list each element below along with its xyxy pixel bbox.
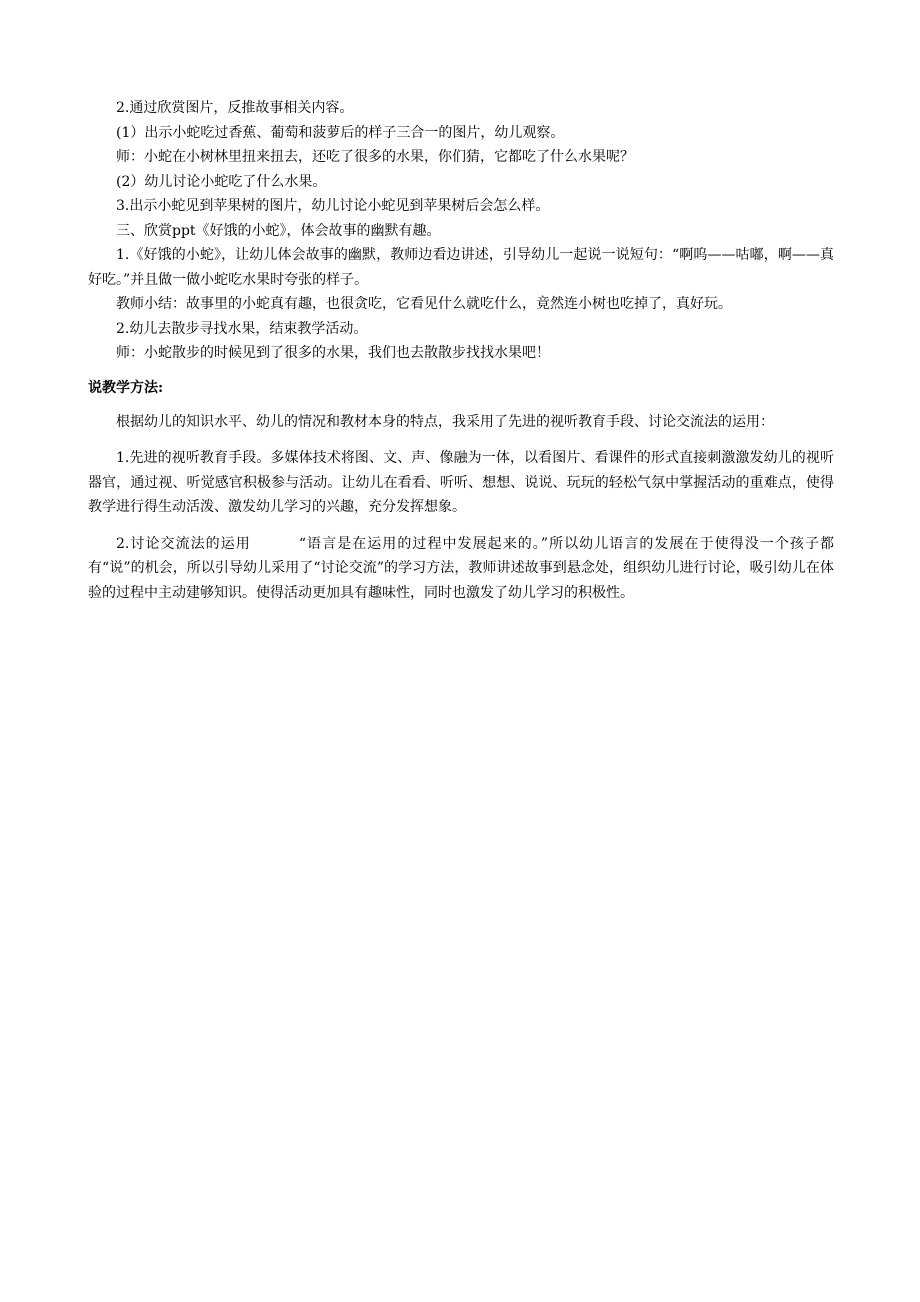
method-point-1: 1.先进的视听教育手段。多媒体技术将图、文、声、像融为一体，以看图片、看课件的形式直接刺激激发幼儿的视听器官，通过视、听觉感官积极参与活动。让幼儿在看看、听听、想想、说说、玩玩的轻松气氛中掌握活动的重难点，使得教学进行得生动活泼、激发幼儿学习的兴趣，充分发挥想象。 <box>88 450 834 515</box>
lesson-line: 2.通过欣赏图片，反推故事相关内容。 <box>116 100 354 116</box>
lesson-line: 教师小结：故事里的小蛇真有趣，也很贪吃，它看见什么就吃什么，竟然连小树也吃掉了，真好玩。 <box>116 296 732 312</box>
method-point-2-body: “语言是在运用的过程中发展起来的。”所以幼儿语言的发展在于使得没一个孩子都有“说”的机会，所以引导幼儿采用了“讨论交流”的学习方法，教师讲述故事到悬念处，组织幼儿进行讨论，吸引幼儿在体验的过程中主动建够知识。使得活动更加具有趣味性，同时也激发了幼儿学习的积极性。 <box>88 535 835 601</box>
lesson-line: 三、欣赏ppt《好饿的小蛇》，体会故事的幽默有趣。 <box>116 222 441 239</box>
lesson-line: (1）出示小蛇吃过香蕉、葡萄和菠萝后的样子三合一的图片，幼儿观察。 <box>116 124 565 141</box>
method-intro: 根据幼儿的知识水平、幼儿的情况和教材本身的特点，我采用了先进的视听教育手段、讨论交流法的运用： <box>116 413 774 430</box>
lesson-line: (2）幼儿讨论小蛇吃了什么水果。 <box>116 173 327 190</box>
method-point-2-title: 2.讨论交流法的运用 <box>116 535 251 552</box>
lesson-line: 师：小蛇散步的时候见到了很多的水果，我们也去散散步找找水果吧！ <box>116 345 550 361</box>
lesson-line: 1.《好饿的小蛇》，让幼儿体会故事的幽默，教师边看边讲述，引导幼儿一起说一说短句：“啊呜——咕嘟，啊——真好吃。”并且做一做小蛇吃水果时夸张的样子。 <box>88 247 834 288</box>
document-body <box>88 96 834 605</box>
section-heading: 说教学方法: <box>88 379 164 396</box>
lesson-line: 2.幼儿去散步寻找水果，结束教学活动。 <box>116 320 368 337</box>
lesson-line: 3.出示小蛇见到苹果树的图片，幼儿讨论小蛇见到苹果树后会怎么样。 <box>116 198 550 214</box>
method-point-2 <box>88 532 834 606</box>
lesson-line: 师：小蛇在小树林里扭来扭去，还吃了很多的水果，你们猜，它都吃了什么水果呢？ <box>116 149 634 165</box>
